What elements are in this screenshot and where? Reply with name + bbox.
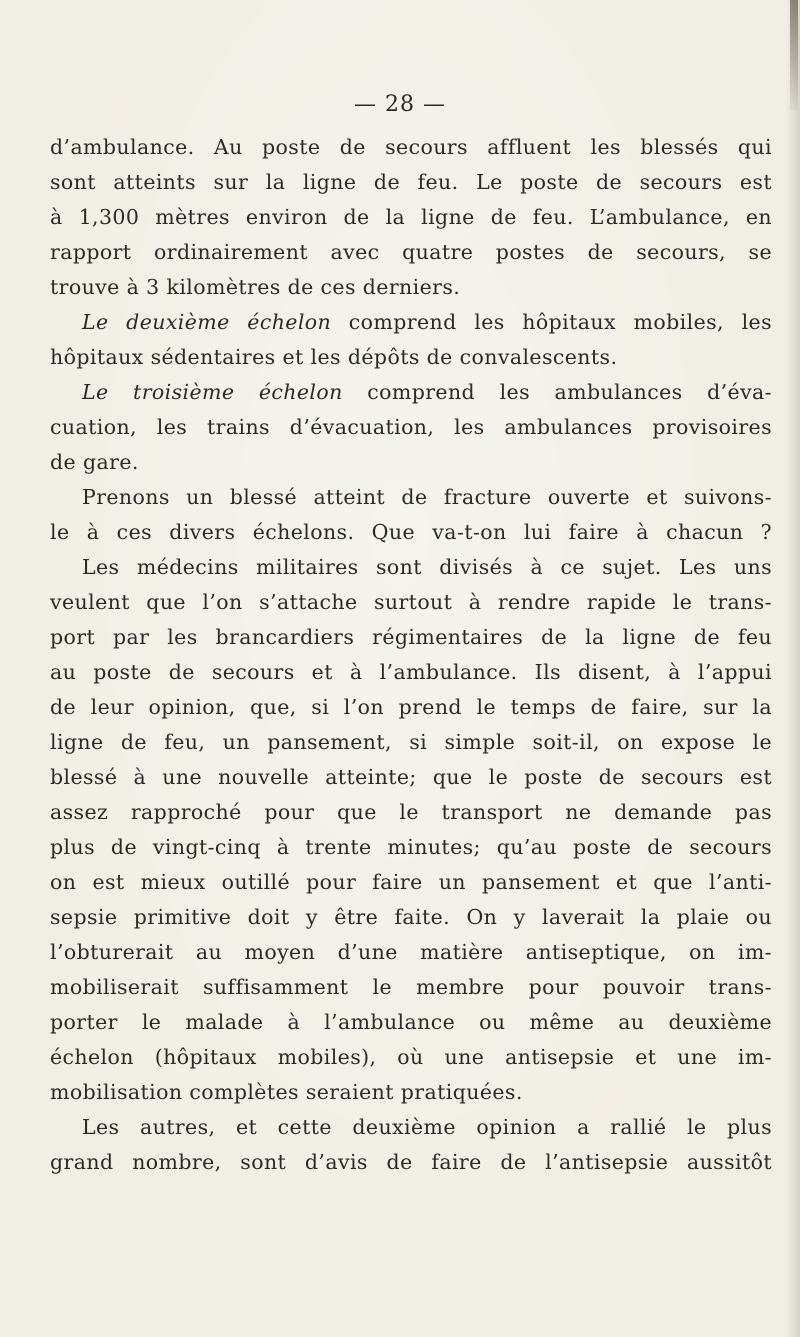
text-line <box>50 1075 772 1110</box>
text-line <box>50 900 772 935</box>
text-line <box>50 760 772 795</box>
text-span: comprend les ambulances d’éva- <box>342 380 773 404</box>
text-span: port par les brancardiers régimentaires de la ligne de feu <box>50 625 772 649</box>
text-span: d’ambulance. Au poste de secours affluent les blessés qui <box>50 135 772 159</box>
text-span: Les autres, et cette deuxième opinion a rallié le plus <box>82 1115 772 1139</box>
text-line <box>50 515 772 550</box>
body-text <box>50 130 772 1180</box>
text-span: grand nombre, sont d’avis de faire de l’antisepsie aussitôt <box>50 1150 772 1174</box>
text-line <box>50 200 772 235</box>
text-span: porter le malade à l’ambulance ou même au deuxième <box>50 1010 772 1034</box>
text-line <box>50 935 772 970</box>
text-line <box>50 340 772 375</box>
text-line <box>50 830 772 865</box>
text-span: assez rapproché pour que le transport ne demande pas <box>50 800 772 824</box>
text-span: blessé à une nouvelle atteinte; que le poste de secours est <box>50 765 772 789</box>
text-line <box>50 165 772 200</box>
text-line <box>50 620 772 655</box>
text-line <box>50 1005 772 1040</box>
text-span: au poste de secours et à l’ambulance. Ils disent, à l’appui <box>50 660 772 684</box>
text-span: le à ces divers échelons. Que va-t-on lui faire à chacun ? <box>50 520 772 544</box>
text-span: échelon (hôpitaux mobiles), où une antisepsie et une im- <box>50 1045 772 1069</box>
page-edge-shadow <box>786 0 800 1337</box>
text-span: ligne de feu, un pansement, si simple soit-il, on expose le <box>50 730 772 754</box>
text-span: sepsie primitive doit y être faite. On y laverait la plaie ou <box>50 905 772 929</box>
text-span: comprend les hôpitaux mobiles, les <box>331 310 772 334</box>
text-span: sont atteints sur la ligne de feu. Le poste de secours est <box>50 170 772 194</box>
text-span: mobilisation complètes seraient pratiquées. <box>50 1080 523 1104</box>
text-span: mobiliserait suffisamment le membre pour pouvoir trans- <box>50 975 772 999</box>
text-span: plus de vingt-cinq à trente minutes; qu’au poste de secours <box>50 835 772 859</box>
text-span: l’obturerait au moyen d’une matière antiseptique, on im- <box>50 940 772 964</box>
text-line <box>50 235 772 270</box>
text-line <box>50 795 772 830</box>
text-line <box>50 690 772 725</box>
text-line <box>50 375 772 410</box>
text-line <box>50 655 772 690</box>
text-line <box>50 725 772 760</box>
text-span: trouve à 3 kilomètres de ces derniers. <box>50 275 461 299</box>
text-line <box>50 1040 772 1075</box>
text-line <box>50 270 772 305</box>
text-span: Les médecins militaires sont divisés à ce sujet. Les uns <box>82 555 772 579</box>
page-number: — 28 — <box>354 92 446 117</box>
text-span: hôpitaux sédentaires et les dépôts de convalescents. <box>50 345 618 369</box>
italic-term: Le deuxième échelon <box>82 310 332 334</box>
text-line <box>50 410 772 445</box>
text-line <box>50 480 772 515</box>
text-span: cuation, les trains d’évacuation, les ambulances provisoires <box>50 415 772 439</box>
text-span: à 1,300 mètres environ de la ligne de feu. L’ambulance, en <box>50 205 772 229</box>
text-span: veulent que l’on s’attache surtout à rendre rapide le trans- <box>50 590 772 614</box>
text-line <box>50 585 772 620</box>
text-span: on est mieux outillé pour faire un pansement et que l’anti- <box>50 870 772 894</box>
text-line <box>50 130 772 165</box>
text-line <box>50 1110 772 1145</box>
italic-term: Le troisième échelon <box>82 380 343 404</box>
text-span: rapport ordinairement avec quatre postes de secours, se <box>50 240 772 264</box>
text-line <box>50 305 772 340</box>
text-line <box>50 550 772 585</box>
text-line <box>50 1145 772 1180</box>
text-line <box>50 445 772 480</box>
text-span: de gare. <box>50 450 139 474</box>
text-span: de leur opinion, que, si l’on prend le temps de faire, sur la <box>50 695 772 719</box>
text-span: Prenons un blessé atteint de fracture ouverte et suivons- <box>82 485 772 509</box>
text-line <box>50 970 772 1005</box>
text-line <box>50 865 772 900</box>
